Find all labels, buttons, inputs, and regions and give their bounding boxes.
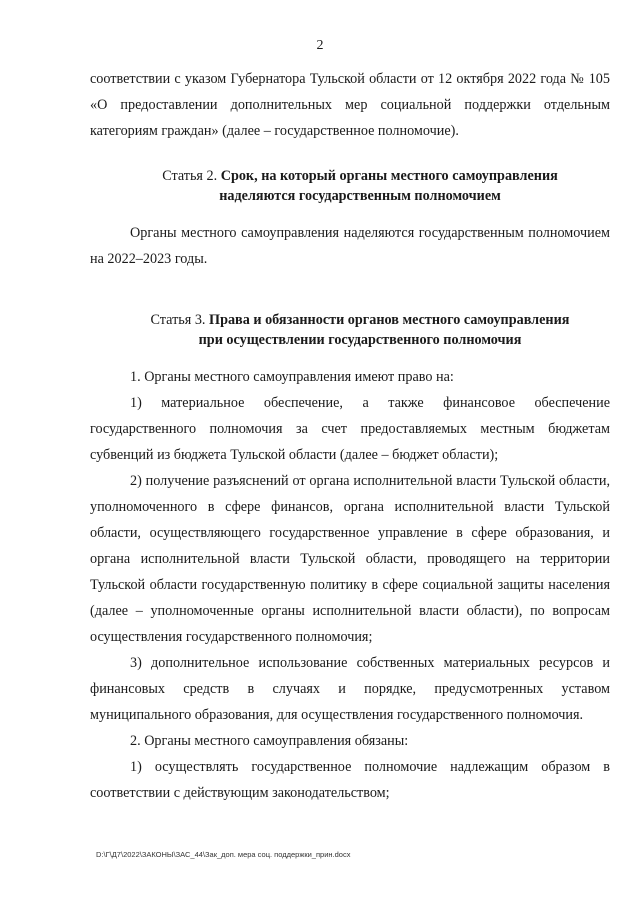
article-2-title-line2: наделяются государственным полномочием <box>219 188 501 204</box>
intro-paragraph: соответствии с указом Губернатора Тульской области от 12 октября 2022 года № 105 «О предоставлении дополнительных мер социальной поддержки отдельным категориям граждан» (далее – государственное полномочие). <box>90 71 610 139</box>
article-3-paragraph: 1. Органы местного самоуправления имеют право на: <box>130 369 454 385</box>
article-3-heading <box>90 310 610 350</box>
article-2-number: Статья 2. <box>162 168 218 184</box>
article-3-paragraph: 2. Органы местного самоуправления обязаны: <box>130 733 409 749</box>
article-2-text: Органы местного самоуправления наделяются государственным полномочием на 2022–2023 годы. <box>90 225 610 267</box>
document-body <box>90 66 610 806</box>
file-path-footer: D:\Г\Д7\2022\ЗАКОНЫ\ЗАС_44\Зак_доп. мера соц. поддержки_прин.docx <box>96 850 351 859</box>
article-3-paragraph: 2) получение разъяснений от органа исполнительной власти Тульской области, уполномоченного в сфере финансов, органа исполнительной власти Тульской области, осуществляющего государственное управление в сфере образования, и органа исполнительной власти Тульской области, проводящего на территории Тульской области государственную политику в сфере социальной защиты населения (далее – уполномоченные органы исполнительной власти области), по вопросам осуществления государственного полномочия; <box>90 473 610 645</box>
article-2-title-line1: Срок, на который органы местного самоуправления <box>220 168 558 184</box>
article-3-paragraph: 1) осуществлять государственное полномочие надлежащим образом в соответствии с действующим законодательством; <box>90 759 610 801</box>
article-3-paragraph: 3) дополнительное использование собственных материальных ресурсов и финансовых средств в случаях и порядке, предусмотренных уставом муниципального образования, для осуществления государственного полномочия. <box>90 655 610 723</box>
article-3-number: Статья 3. <box>150 312 206 328</box>
page-number: 2 <box>316 38 324 53</box>
article-2-heading <box>90 166 610 206</box>
article-3-title-line1: Права и обязанности органов местного самоуправления <box>209 312 570 328</box>
article-3-title-line2: при осуществлении государственного полномочия <box>198 332 522 348</box>
article-3-paragraph: 1) материальное обеспечение, а также финансовое обеспечение государственного полномочия за счет предоставляемых местным бюджетам субвенций из бюджета Тульской области (далее – бюджет области); <box>90 395 610 463</box>
